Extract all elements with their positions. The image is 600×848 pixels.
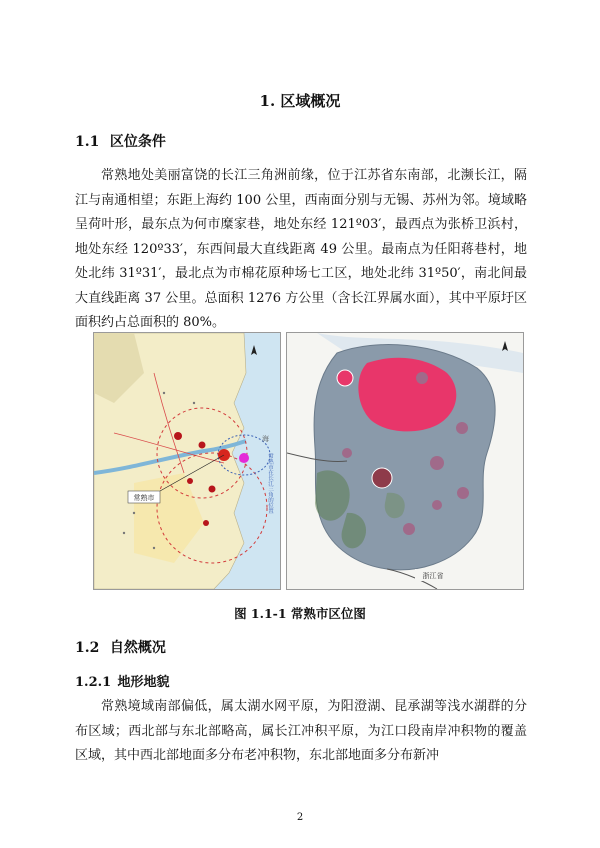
- figure-caption: 图 1.1-1 常熟市区位图: [234, 606, 366, 621]
- location-figure: [93, 332, 523, 590]
- section-title: 区位条件: [109, 134, 166, 150]
- delta-vertical-note: 常熟市在长江三角的位置: [267, 453, 273, 514]
- terrain-paragraph: 常熟境域南部偏低，属太湖水网平原，为阳澄湖、昆承湖等浅水湖群的分布区域；西北部与东北部略高，属长江冲积平原，为江口段南岸冲积物的覆盖区域，其中西北部地面多分布老冲积物，东北部地面多分布新冲: [75, 699, 527, 763]
- section-heading-location: [75, 131, 166, 151]
- section-title: 自然概况: [109, 640, 166, 656]
- section-number: 1.1: [75, 134, 100, 150]
- delta-position-map: [93, 332, 281, 590]
- city-map-graphic: [287, 333, 523, 589]
- chapter-title: 1. 区域概况: [259, 92, 341, 110]
- province-label: 浙江省: [422, 572, 444, 580]
- sea-label: 海: [262, 435, 269, 443]
- changshu-map-label: 常熟市: [133, 494, 155, 502]
- city-location-map: [286, 332, 524, 590]
- location-paragraph: 常熟地处美丽富饶的长江三角洲前缘，位于江苏省东南部，北濒长江，隔江与南通相望；东距上海约 100 公里，西南面分别与无锡、苏州为邻。境域略呈荷叶形，最东点为何市糜家巷，地处东经 121º03′，最西点为张桥卫浜村，地处东经 120º33′，东西间最大直线距离 49 公里。最南点为任阳蒋巷村，地处北纬 31º31′，最北点为市棉花原种场七工区，地处北纬 31º50′，南北间最大直线距离 37 公里。总面积 1276 方公里（含长江界属水面），其中平原圩区面积约占总面积的 80%。: [75, 168, 527, 330]
- section-number: 1.2: [75, 640, 100, 656]
- subsection-number: 1.2.1: [75, 675, 112, 690]
- subsection-heading-terrain: [75, 671, 170, 690]
- delta-map-graphic: [94, 333, 280, 589]
- page-number: 2: [296, 812, 304, 823]
- section-heading-nature: [75, 637, 166, 657]
- subsection-title: 地形地貌: [117, 675, 170, 690]
